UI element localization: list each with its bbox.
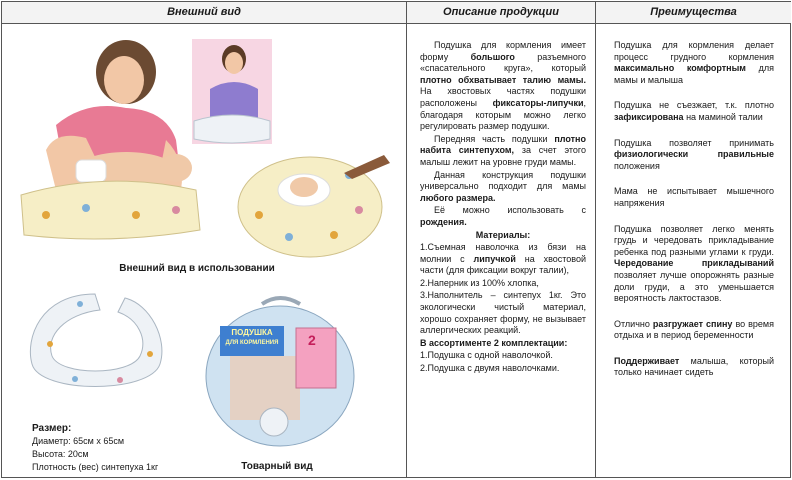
advantage-item: Подушка позволяет легко менять грудь и чередовать прикладывание ребенка под разными углами к груди. Чередование прикладываний позволяет лучше опорожнять разные доли груди, а это уменьшается вероятность лактостазов. xyxy=(614,223,774,304)
package-badge: 2 xyxy=(308,332,316,348)
desc-paragraph: Данная конструкция подушки универсально подходит для мамы любого размера. xyxy=(420,169,586,203)
photo-pillow-shape xyxy=(20,284,170,404)
desc-paragraph: Её можно использовать с рождения. xyxy=(420,205,586,227)
materials-title: Материалы: xyxy=(475,229,531,240)
size-density: Плотность (вес) синтепуха 1кг xyxy=(32,462,159,472)
advantage-item: Отлично разгружает спину во время отдыха и в период беременности xyxy=(614,318,774,341)
material-item: 2.Наперник из 100% хлопка, xyxy=(420,277,539,288)
photo-pregnant-woman xyxy=(192,39,272,144)
advantages-text xyxy=(614,40,774,393)
size-title: Размер: xyxy=(32,423,72,434)
column-divider xyxy=(595,2,596,477)
sets-title: В ассортименте 2 комплектации: xyxy=(420,337,568,348)
set-item: 2.Подушка с двумя наволочками. xyxy=(420,363,560,374)
set-item: 1.Подушка с одной наволочкой. xyxy=(420,350,553,361)
advantage-item: Поддерживает малыша, который только начинает сидеть xyxy=(614,355,774,378)
header-appearance: Внешний вид xyxy=(2,2,406,24)
caption-in-use: Внешний вид в использовании xyxy=(119,263,275,274)
advantage-item: Мама не испытывает мышечного напряжения xyxy=(614,186,774,208)
advantage-item: Подушка позволяет принимать физиологически правильные положения xyxy=(614,137,774,171)
material-item: 1.Съемная наволочка из бязи на молнии с липучкой на хвостовой части (для фиксации вокруг талии), xyxy=(420,242,586,276)
product-sheet xyxy=(1,1,791,478)
advantage-item: Подушка не съезжает, т.к. плотно зафиксирована на маминой талии xyxy=(614,100,774,122)
material-item: 3.Наполнитель – синтепух 1кг. Это экологически чистый материал, хорошо сохраняет форму, не вызывает аллергических реакций. xyxy=(420,290,586,336)
caption-product: Товарный вид xyxy=(241,461,313,472)
header-advantages: Преимущества xyxy=(596,2,791,24)
photo-product-package xyxy=(200,292,360,450)
desc-paragraph: Передняя часть подушки плотно набита синтепухом, за счет этого малыш лежит на уровне груди мамы. xyxy=(420,133,586,167)
size-height: Высота: 20см xyxy=(32,449,89,459)
photo-mother-nursing xyxy=(16,30,202,240)
photo-pillow-top-view xyxy=(234,145,394,260)
size-diameter: Диаметр: 65см х 65см xyxy=(32,436,125,446)
size-block xyxy=(32,422,158,474)
desc-paragraph: Подушка для кормления имеет форму большого разъемного «спасательного круга», который плотно обхватывает талию мамы. На хвостовых частях подушки расположены фиксаторы-липучки, благодаря которым можно легко регулировать размер подушки. xyxy=(420,40,586,132)
advantage-item: Подушка для кормления делает процесс грудного кормления максимально комфортным для мамы и малыша xyxy=(614,40,774,85)
description-text xyxy=(420,40,586,376)
column-divider xyxy=(406,2,407,477)
package-title: ПОДУШКА ДЛЯ КОРМЛЕНИЯ xyxy=(225,328,279,346)
header-description: Описание продукции xyxy=(407,2,595,24)
